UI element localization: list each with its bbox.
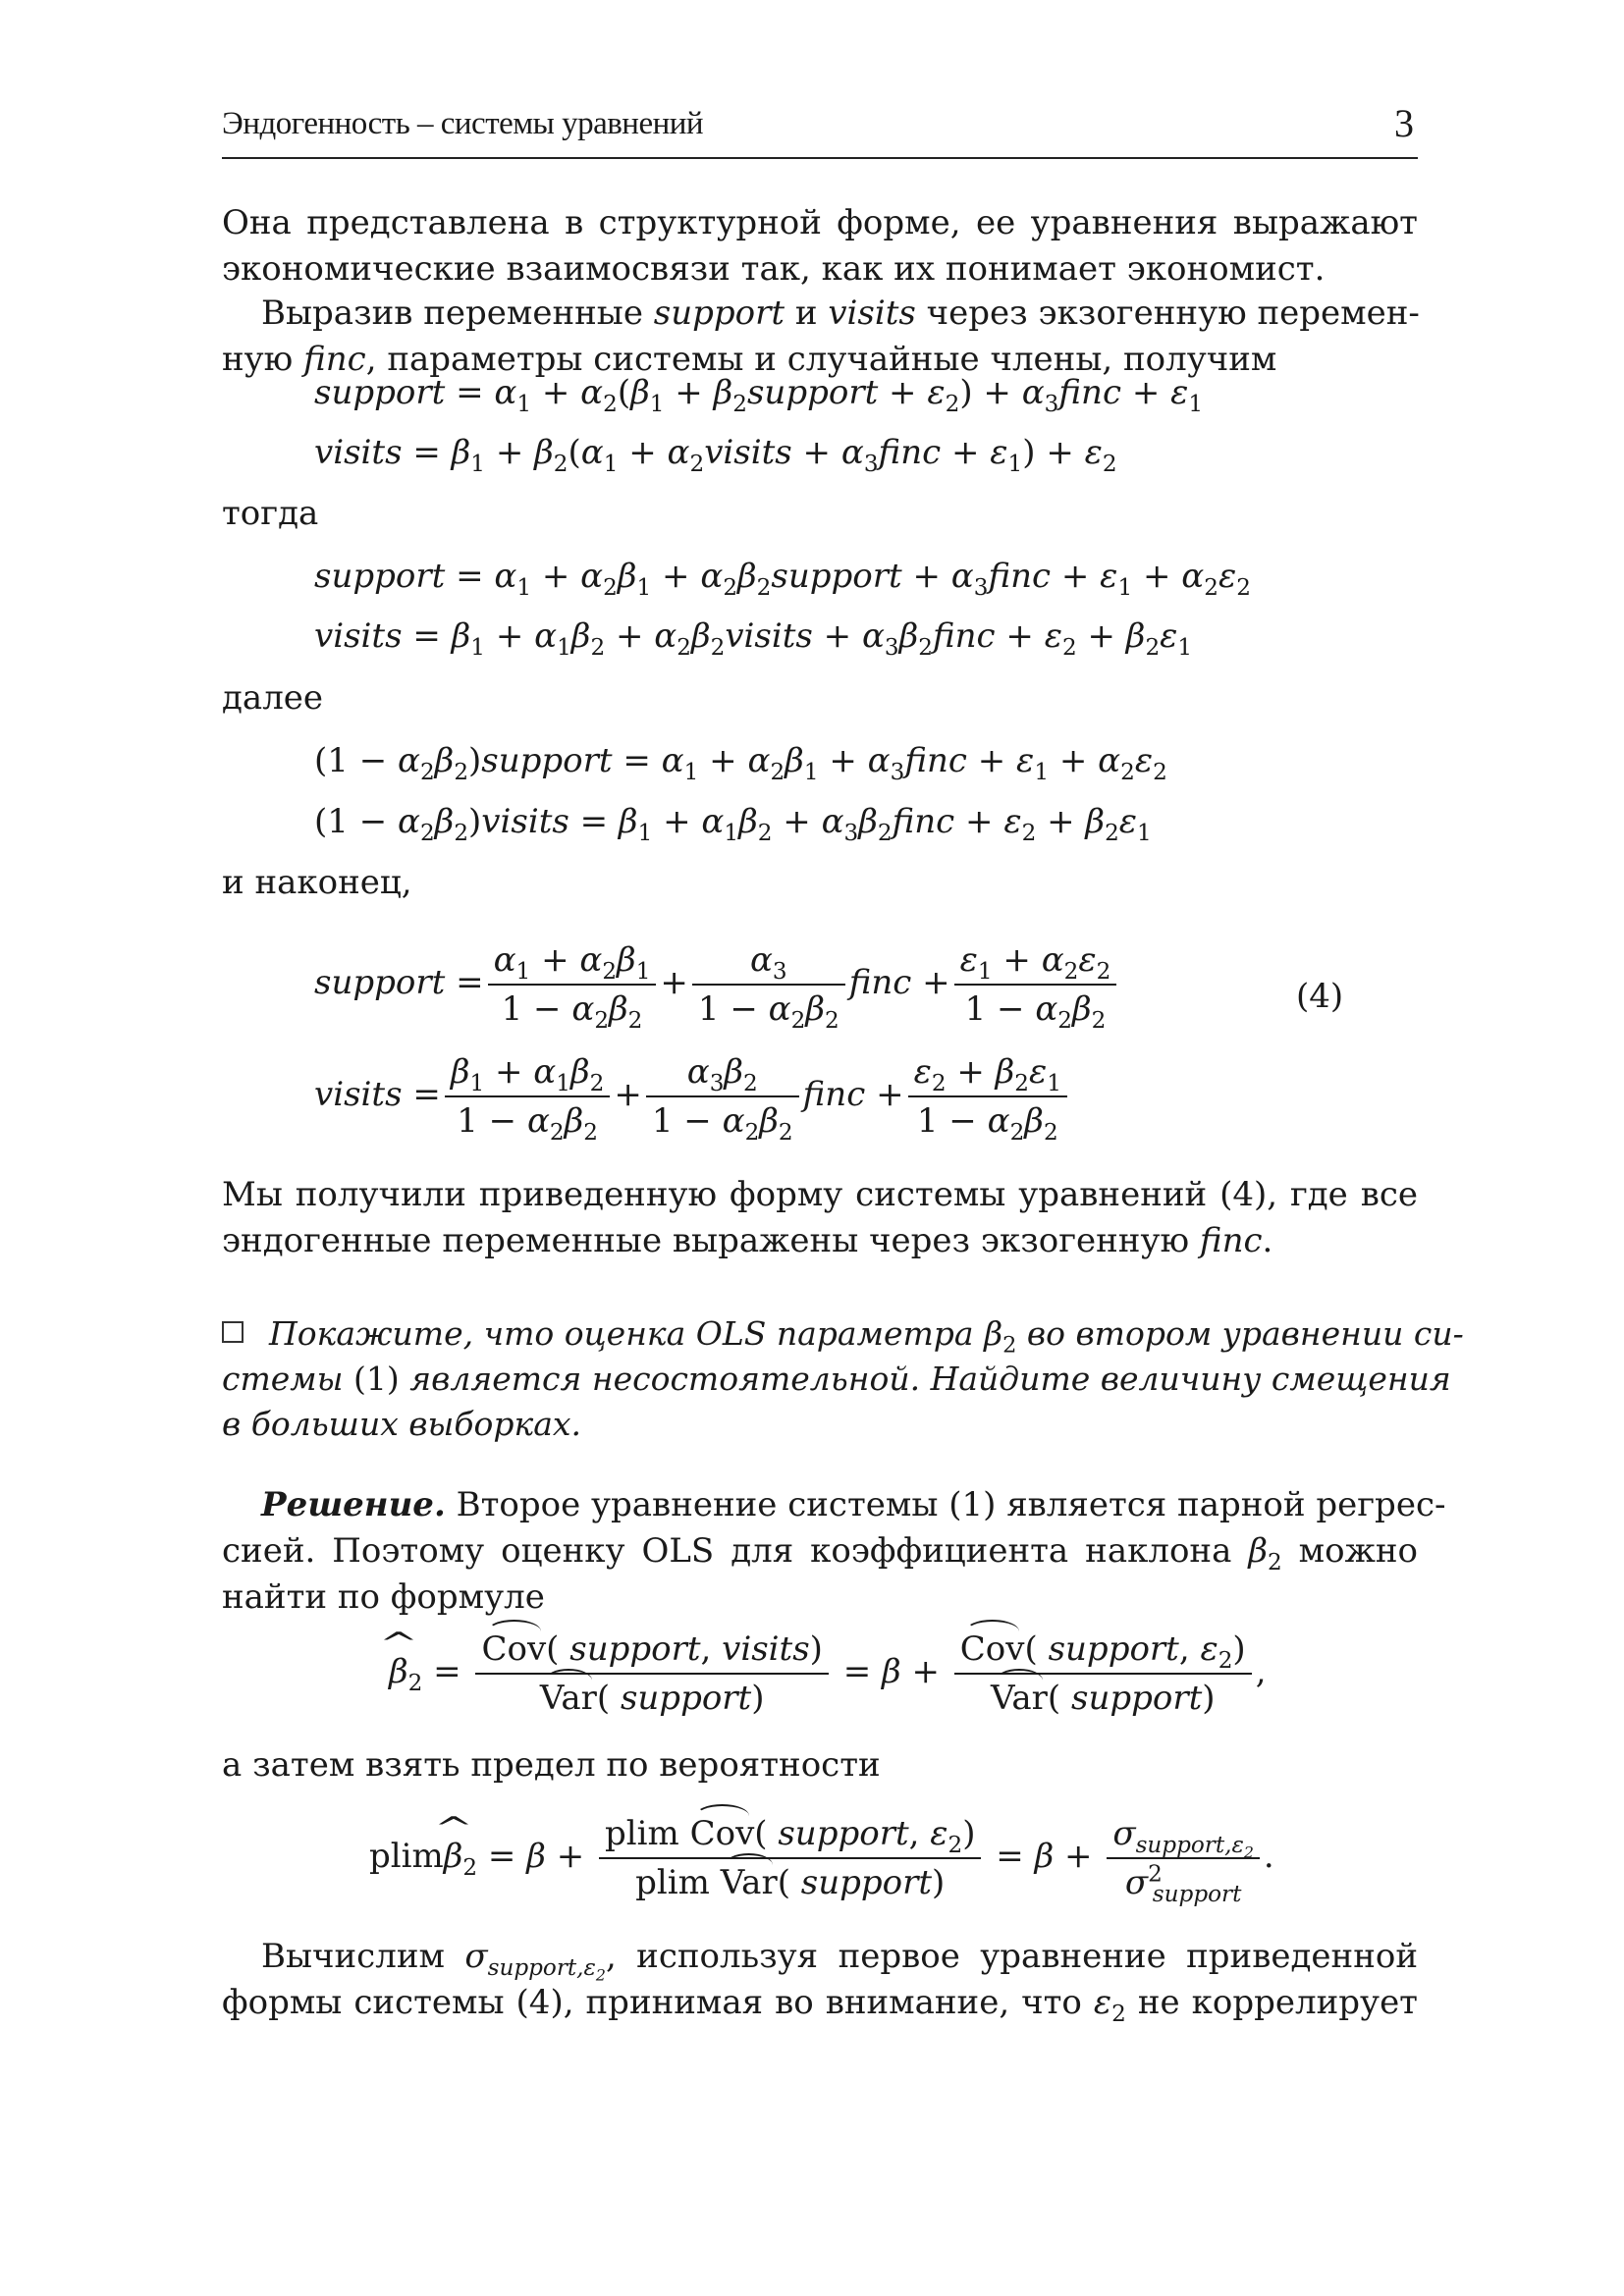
text-line: ную finc, параметры системы и случайные члены, получим xyxy=(222,340,1277,379)
solution-lead: Решение. xyxy=(261,1485,446,1524)
page-number: 3 xyxy=(1394,101,1414,145)
equation-reduced-visits: visits = $\frac{\beta_1 + \alpha_1\beta_2}{1 - \alpha_2\beta_2}$ + $\frac{\alpha_3\beta_2}{1 - \alpha_2\beta_2}$ finc + $\frac{\varepsilon_2 + \beta_2\varepsilon_1}{1 - \alpha_2\beta_2}$ xyxy=(314,1052,1071,1141)
equation-reduced-support: support = $\frac{\alpha_1 + \alpha_2\beta_1}{1 - \alpha_2\beta_2}$ + $\frac{\alpha_3}{1 - \alpha_2\beta_2}$ finc + $\frac{\varepsilon_1 + \alpha_2\varepsilon_2}{1 - \alpha_2\beta_2}$ xyxy=(314,940,1120,1029)
text-line: сией. Поэтому оценку OLS для коэффициента наклона $\beta_2$ можно xyxy=(222,1531,1419,1575)
paragraph-reduced-form xyxy=(222,1172,1418,1264)
text-line-plim-intro: а затем взять предел по вероятности xyxy=(222,1745,881,1785)
task-checkbox-icon xyxy=(222,1321,244,1343)
text-line: экономические взаимосвязи так, как их понимает экономист. xyxy=(222,249,1326,289)
running-title: Эндогенность – системы уравнений xyxy=(222,106,704,141)
equation-support-substituted: support = $\alpha_1 + \alpha_2(\beta_1$ + $\beta_2support + \varepsilon_2$) + $\alpha_3finc + \varepsilon_1$ xyxy=(314,373,1204,417)
text-line: Мы получили приведенную форму системы уравнений (4), где все xyxy=(222,1175,1418,1214)
equation-support-collected: $(1 - \alpha_2\beta_2)support = \alpha_1 + \alpha_2\beta_1$ + $\alpha_3finc + \varepsilon_1 + \alpha_2\varepsilon_2$ xyxy=(314,741,1167,785)
paragraph-solution xyxy=(222,1482,1446,1621)
text-line: Она представлена в структурной форме, ее уравнения выражают xyxy=(222,203,1418,242)
text-line: Вычислим $\sigma_{support,\varepsilon_2}$, используя первое уравнение приведенной xyxy=(261,1937,1418,1985)
text-line: формы системы (4), принимая во внимание, что $\varepsilon_2$ не коррелирует xyxy=(222,1983,1418,2027)
equation-support-expanded: support = $\alpha_1 + \alpha_2\beta_1$ + $\alpha_2\beta_2support$ + $\alpha_3finc + \varepsilon_1 + \alpha_2\varepsilon_2$ xyxy=(314,557,1251,601)
text-line: Покажите, что оценка OLS параметра $\beta_2$ во втором уравнении си- xyxy=(222,1311,1418,1357)
equation-ols-estimate: ^ $\beta_2$ = $\frac{\text{Cov( support, visits)}}{\text{Var( support)}}$ = β + $\frac{Cov( support, \varepsilon_2)}{\text{Var( support)}}$ , xyxy=(389,1629,1267,1718)
paragraph-intro xyxy=(222,200,1418,293)
equation-visits-expanded: visits = $\beta_1 + \alpha_1\beta_2$ + $\alpha_2\beta_2visits$ + $\alpha_3\beta_2finc + \varepsilon_2 + \beta_2\varepsilon_1$ xyxy=(314,616,1193,661)
text-line: Выразив переменные support и visits через экзогенную перемен- xyxy=(261,294,1420,333)
equation-visits-substituted: visits = $\beta_1 + \beta_2(\alpha_1$ + $\alpha_2visits$ + $\alpha_3finc + \varepsilon_1) + \varepsilon_2$ xyxy=(314,433,1117,477)
text-line: найти по формуле xyxy=(222,1577,545,1617)
text-line: стемы (1) является несостоятельной. Найдите величину смещения xyxy=(222,1360,1451,1398)
word-dalee: далее xyxy=(222,678,324,718)
equation-number: (4) xyxy=(1296,977,1344,1016)
text-line: в больших выборках. xyxy=(222,1405,581,1443)
text-line: Решение. Второе уравнение системы (1) является парной регрес- xyxy=(261,1485,1446,1524)
paragraph-compute-sigma xyxy=(222,1934,1418,2026)
task-block xyxy=(222,1311,1464,1447)
equation-plim: plim^ $\beta_2 = \beta$ + $\frac{plim Cov( support, \varepsilon_2)}{\text{plim Var( support)}}$ = β + $\frac{\sigma_{support,\varepsilon_2}}{\sigma^2_{support}}$ . xyxy=(369,1814,1274,1902)
word-i-nakonets: и наконец, xyxy=(222,863,412,902)
paragraph-express xyxy=(222,291,1418,383)
word-togda: тогда xyxy=(222,494,319,533)
text-line: эндогенные переменные выражены через экзогенную finc. xyxy=(222,1221,1273,1260)
running-header xyxy=(222,98,1418,159)
equation-visits-collected: $(1 - \alpha_2\beta_2)visits = \beta_1 + \alpha_1\beta_2$ + $\alpha_3\beta_2finc + \varepsilon_2 + \beta_2\varepsilon_1$ xyxy=(314,802,1152,846)
